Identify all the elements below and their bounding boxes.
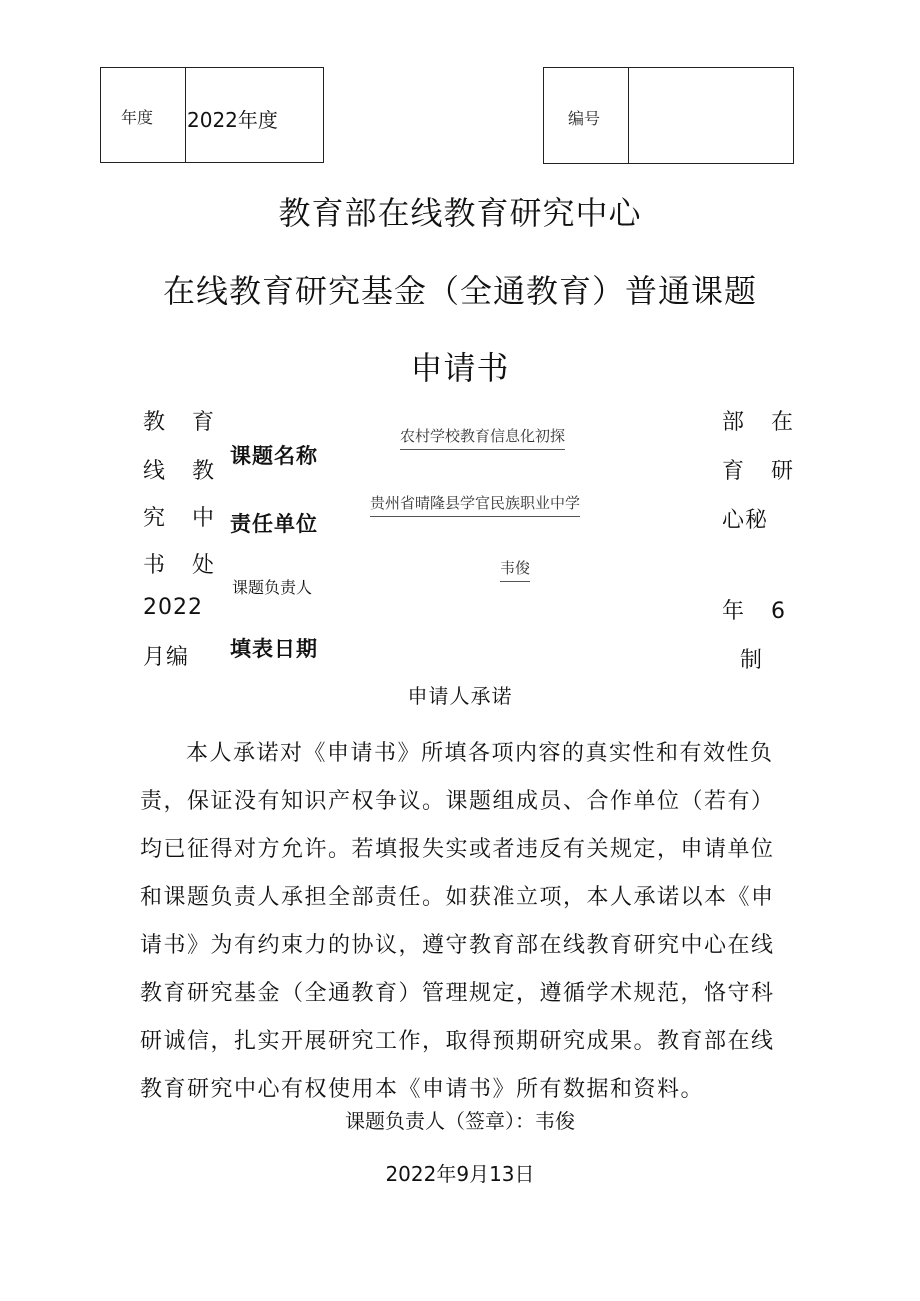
commitment-line-8: 教育研究中心有权使用本《申请书》所有数据和资料。 [140, 1077, 705, 1102]
year-box [100, 67, 324, 163]
number-box [543, 67, 794, 164]
commitment-line-1: 本人承诺对《申请书》所填各项内容的真实性和有效性负 [186, 741, 774, 766]
year-value: 2022年度 [187, 108, 278, 132]
number-box-divider [628, 68, 629, 163]
left-col-5: 2022 [143, 595, 203, 620]
unit-value: 贵州省晴隆县学官民族职业中学 [370, 492, 580, 517]
right-col-3: 心秘 [722, 508, 769, 533]
signature-line: 课题负责人（签章）：韦俊 [345, 1109, 575, 1133]
commitment-line-5: 请书》为有约束力的协议，遵守教育部在线教育研究中心在线 [140, 933, 775, 958]
year-box-divider [185, 68, 186, 162]
leader-label: 课题负责人 [232, 578, 313, 597]
left-col-2: 线 教 [143, 459, 224, 484]
title-line-1: 教育部在线教育研究中心 [278, 194, 642, 232]
number-label: 编号 [568, 109, 601, 128]
commitment-paragraph [140, 730, 820, 1114]
commitment-date: 2022年9月13日 [385, 1162, 535, 1186]
commitment-line-4: 和课题负责人承担全部责任。如获准立项，本人承诺以本《申 [140, 885, 775, 910]
commitment-line-3: 均已征得对方允许。若填报失实或者违反有关规定，申请单位 [140, 837, 775, 862]
leader-value: 韦俊 [500, 557, 530, 582]
left-col-4: 书 处 [143, 553, 224, 578]
right-col-4: 年 6 [722, 599, 795, 624]
title-line-2: 在线教育研究基金（全通教育）普通课题 [162, 272, 757, 310]
commitment-line-6: 教育研究基金（全通教育）管理规定，遵循学术规范，恪守科 [140, 981, 775, 1006]
commitment-line-7: 研诚信，扎实开展研究工作，取得预期研究成果。教育部在线 [140, 1029, 775, 1054]
unit-label: 责任单位 [230, 512, 318, 536]
left-col-1: 教 育 [143, 410, 224, 435]
left-col-3: 究 中 [143, 506, 224, 531]
commitment-heading: 申请人承诺 [407, 684, 513, 708]
year-label: 年度 [121, 108, 154, 127]
left-col-6: 月编 [143, 645, 190, 670]
commitment-line-2: 责，保证没有知识产权争议。课题组成员、合作单位（若有） [140, 789, 775, 814]
right-col-2: 育 研 [722, 459, 803, 484]
right-col-5: 制 [740, 648, 773, 673]
topic-name-value: 农村学校教育信息化初探 [400, 425, 565, 450]
topic-name-label: 课题名称 [230, 444, 318, 468]
title-line-3: 申请书 [410, 349, 510, 387]
date-label: 填表日期 [230, 637, 318, 661]
right-col-1: 部 在 [722, 410, 803, 435]
